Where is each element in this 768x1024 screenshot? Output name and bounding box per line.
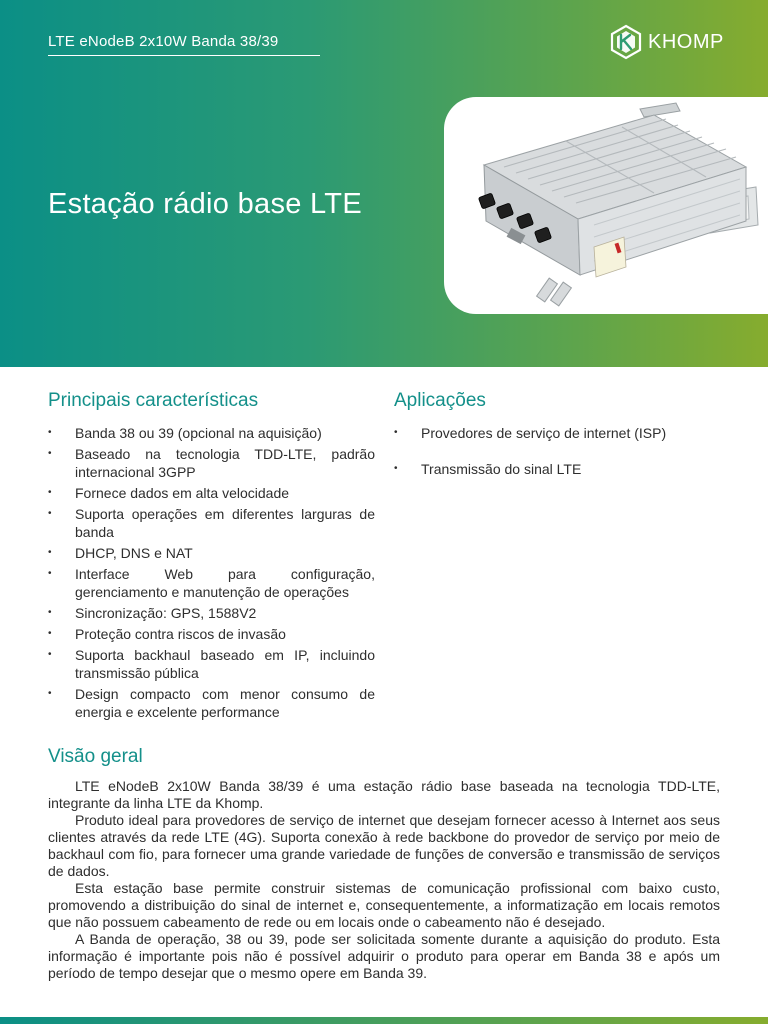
applications-list — [394, 424, 724, 496]
overview-paragraph: A Banda de operação, 38 ou 39, pode ser solicitada somente durante a aquisição do produto. Esta informação é importante pois não é possível adquirir o produto para operar em Banda 38 e após um período de tempo desejar que o mesmo opere em Banda 39. — [48, 931, 720, 981]
overview-paragraph: Esta estação base permite construir sistemas de comunicação profissional com baixo custo, promovendo a distribuição do sinal de internet e, consequentemente, a informatização em locais remotos que não possuem cabeamento de rede ou em locais onde o cabeamento não é desejado. — [48, 880, 720, 930]
list-item: • Design compacto com menor consumo de energia e excelente performance — [48, 685, 375, 721]
features-heading: Principais características — [48, 390, 259, 411]
list-item: • Interface Web para configuração, gerenciamento e manutenção de operações — [48, 565, 375, 601]
applications-heading: Aplicações — [394, 390, 486, 411]
product-photo-card — [444, 97, 768, 314]
enodeb-device-image — [444, 97, 768, 314]
overview-heading: Visão geral — [48, 746, 143, 767]
list-item: • Suporta backhaul baseado em IP, incluindo transmissão pública — [48, 646, 375, 682]
list-item: • Provedores de serviço de internet (ISP) — [394, 424, 724, 442]
list-item: • Sincronização: GPS, 1588V2 — [48, 604, 375, 622]
list-item: • Suporta operações em diferentes larguras de banda — [48, 505, 375, 541]
list-item: • Fornece dados em alta velocidade — [48, 484, 375, 502]
list-item: • Transmissão do sinal LTE — [394, 460, 724, 478]
overview-text — [48, 778, 720, 982]
list-item: • DHCP, DNS e NAT — [48, 544, 375, 562]
page-title: Estação rádio base LTE — [48, 188, 362, 220]
hero-banner — [0, 0, 768, 367]
brand-name: KHOMP — [648, 30, 724, 53]
features-list — [48, 424, 375, 724]
overview-paragraph: LTE eNodeB 2x10W Banda 38/39 é uma estação rádio base baseada na tecnologia TDD-LTE, integrante da linha LTE da Khomp. — [48, 778, 720, 811]
document-subtitle: LTE eNodeB 2x10W Banda 38/39 — [48, 33, 320, 56]
brand-logo — [608, 24, 734, 60]
list-item: • Proteção contra riscos de invasão — [48, 625, 375, 643]
list-item: • Banda 38 ou 39 (opcional na aquisição) — [48, 424, 375, 442]
footer-bar — [0, 1017, 768, 1024]
list-item: • Baseado na tecnologia TDD-LTE, padrão internacional 3GPP — [48, 445, 375, 481]
khomp-logo-icon — [608, 24, 644, 60]
overview-paragraph: Produto ideal para provedores de serviço de internet que desejam fornecer acesso à Internet aos seus clientes através da rede LTE (4G). Suporta conexão à rede backbone do provedor de serviço por meio de backhaul com fio, para fornecer uma grande variedade de funções de conversão e transmissão de serviços de dados. — [48, 812, 720, 879]
